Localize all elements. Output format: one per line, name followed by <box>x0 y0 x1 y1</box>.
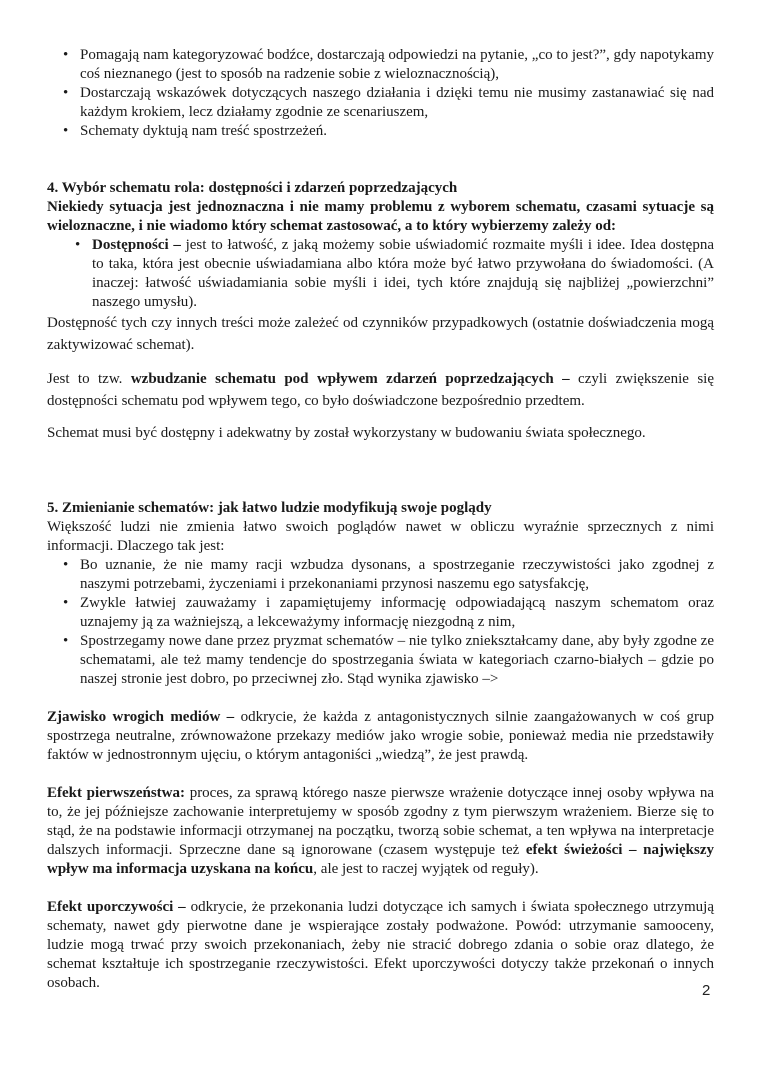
section-4-bullet-list <box>47 236 714 312</box>
list-item: • Spostrzegamy nowe dane przez pryzmat schematów – nie tylko zniekształcamy dane, aby były zgodne ze schematami, ale też mamy tendencje do spostrzegania świata w kategoriach czarno-białych – gdzie po naszej stronie jest dobro, po przeciwnej zło. Stąd wynika zjawisko –> <box>47 632 714 689</box>
section-5-heading: 5. Zmienianie schematów: jak łatwo ludzie modyfikują swoje poglądy <box>47 500 492 516</box>
section-5-lead: Większość ludzi nie zmienia łatwo swoich poglądów nawet w obliczu wyraźnie sprzecznych z nimi informacji. Dlaczego tak jest: <box>47 519 714 554</box>
list-item: • Zwykle łatwiej zauważamy i zapamiętujemy informację odpowiadającą naszym schematom oraz uznajemy ją za ważniejszą, a lekceważymy informację niezgodną z nim, <box>47 594 714 632</box>
paragraph: Jest to tzw. wzbudzanie schematu pod wpływem zdarzeń poprzedzających – czyli zwiększenie się dostępności schematu pod wpływem tego, co było doświadczone bezpośrednio przedtem. <box>47 371 714 409</box>
paragraph: Dostępność tych czy innych treści może zależeć od czynników przypadkowych (ostatnie doświadczenia mogą zaktywizować schemat). <box>47 315 714 353</box>
section-4 <box>47 179 714 443</box>
paragraph: Schemat musi być dostępny i adekwatny by został wykorzystany w budowaniu świata społecznego. <box>47 425 646 441</box>
primacy-effect-paragraph: Efekt pierwszeństwa: proces, za sprawą którego nasze pierwsze wrażenie dotyczące innej osoby wpływa na to, że jej późniejsze zachowanie interpretujemy w sposób zgodny z tym pierwszym wrażeniem. Bierze się to stąd, że na podstawie informacji otrzymanej na początku, tworzą sobie schemat, a ten wpływa na interpretacje dalszych informacji. Sprzeczne dane są ignorowane (czasem występuje też efekt świeżości – największy wpływ ma informacja uzyskana na końcu, ale jest to raczej wyjątek od reguły). <box>47 785 714 877</box>
list-item: • Dostarczają wskazówek dotyczących naszego działania i dzięki temu nie musimy zastanawiać się nad każdym krokiem, lecz działamy zgodnie ze scenariuszem, <box>47 84 714 122</box>
intro-bullet-list <box>47 46 714 141</box>
term: Dostępności – <box>92 237 181 253</box>
section-5 <box>47 499 714 993</box>
list-item: • Schematy dyktują nam treść spostrzeżeń. <box>47 122 714 141</box>
page-number: 2 <box>702 982 711 999</box>
list-item: • Bo uznanie, że nie mamy racji wzbudza dysonans, a spostrzeganie rzeczywistości jako zgodnej z naszymi potrzebami, życzeniami i przekonaniami przynosi naszemu ego satysfakcję, <box>47 556 714 594</box>
document-page <box>47 46 714 993</box>
section-5-bullet-list <box>47 556 714 689</box>
list-item: • Dostępności – jest to łatwość, z jaką możemy sobie uświadomić rozmaite myśli i idee. Idea dostępna to taka, która jest obecnie uświadamiana albo która może być łatwo przywołana do świadomości. (A inaczej: łatwość uświadamiania sobie myśli i idei, tych które znajdują się najbliżej „powierzchni” naszego umysłu). <box>47 236 714 312</box>
list-item: • Pomagają nam kategoryzować bodźce, dostarczają odpowiedzi na pytanie, „co to jest?”, gdy napotykamy coś nieznanego (jest to sposób na radzenie sobie z wieloznacznością), <box>47 46 714 84</box>
hostile-media-paragraph: Zjawisko wrogich mediów – odkrycie, że każda z antagonistycznych silnie zaangażowanych w coś grup spostrzega neutralne, zrównoważone przekazy mediów jako wrogie sobie, ponieważ media nie przedstawiły faktów w jednostronnym ujęciu, o którym antagoniści „wiedzą”, że jest prawdą. <box>47 709 714 763</box>
section-4-lead: Niekiedy sytuacja jest jednoznaczna i nie mamy problemu z wyborem schematu, czasami sytuacje są wieloznaczne, i nie wiadomo który schemat zastosować, a to który wybierzemy zależy od: <box>47 199 714 234</box>
section-4-heading: 4. Wybór schematu rola: dostępności i zdarzeń poprzedzających <box>47 180 458 196</box>
perseverance-effect-paragraph: Efekt uporczywości – odkrycie, że przekonania ludzi dotyczące ich samych i świata społecznego utrzymują schematy, nawet gdy pierwotne dane je wspierające zostały podważone. Powód: utrzymanie samooceny, ludzie mogą trwać przy swoich przekonaniach, żeby nie stracić dobrego zdania o sobie oraz dlatego, że schemat kształtuje ich spostrzeganie rzeczywistości. Efekt uporczywości dotyczy także przekonań o innych osobach. <box>47 899 714 991</box>
